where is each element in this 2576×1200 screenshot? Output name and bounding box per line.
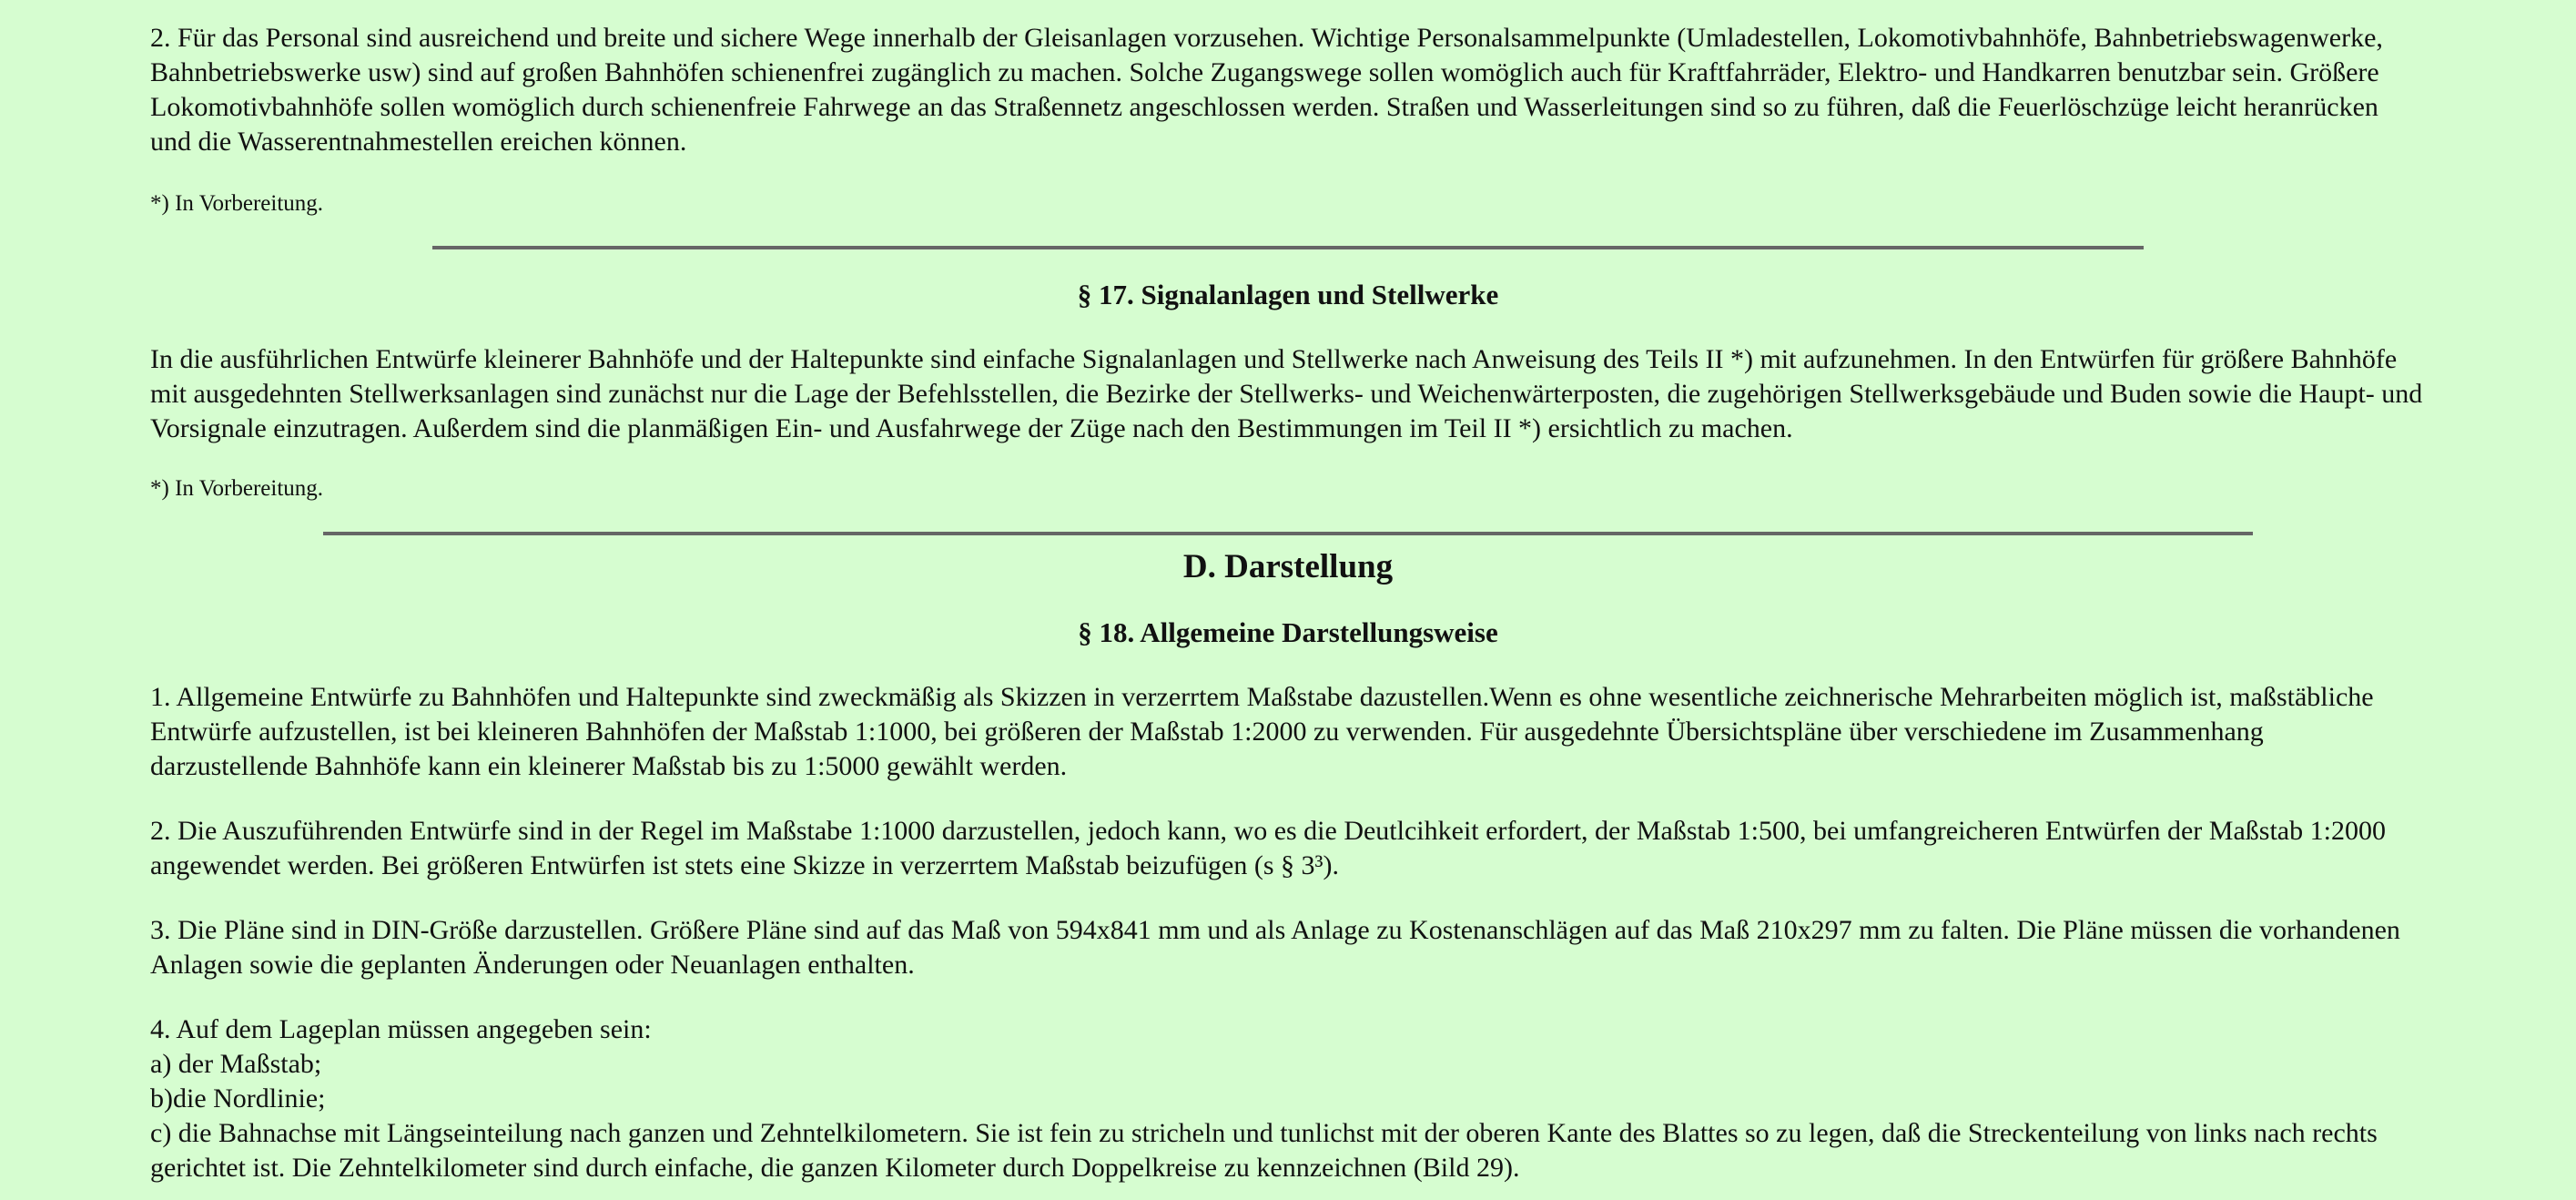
footnote-section-17: *) In Vorbereitung.	[150, 476, 324, 501]
list-item-c: c) die Bahnachse mit Längseinteilung nach ganzen und Zehntelkilometern. Sie ist fein zu stricheln und tunlichst mit der oberen Kante des Blattes so zu legen, daß die Streckenteilung von links nach rechts gerichtet ist. Die Zehntelkilometer sind durch einfache, die ganzen Kilometer durch Doppelkreise zu kennzeichnen (Bild 29).	[150, 1118, 2378, 1183]
section-17-paragraph: In die ausführlichen Entwürfe kleinerer Bahnhöfe und der Haltepunkte sind einfache Signalanlagen und Stellwerke nach Anweisung des Teils II *) mit aufzunehmen. In den Entwürfen für größere Bahnhöfe mit ausgedehnten Stellwerksanlagen sind zunächst nur die Lage der Befehlsstellen, die Bezirke der Stellwerks- und Weichenwärterposten, die zugehörigen Stellwerksgebäude und Buden sowie die Haupt- und Vorsignale einzutragen. Außerdem sind die planmäßigen Ein- und Ausfahrwege der Züge nach den Bestimmungen im Teil II *) ersichtlich zu machen.	[150, 344, 2423, 443]
section-18-paragraph-4	[150, 1012, 2426, 1185]
section-17-heading: § 17. Signalanlagen und Stellwerke	[1077, 279, 1499, 310]
section-18-paragraph-3: 3. Die Pläne sind in DIN-Größe darzustellen. Größere Pläne sind auf das Maß von 594x841 mm und als Anlage zu Kostenanschlägen auf das Maß 210x297 mm zu falten. Die Pläne müssen die vorhandenen Anlagen sowie die geplanten Änderungen oder Neuanlagen enthalten.	[150, 915, 2400, 980]
part-d-heading: D. Darstellung	[1182, 548, 1394, 585]
section-16-paragraph-2: 2. Für das Personal sind ausreichend und breite und sichere Wege innerhalb der Gleisanlagen vorzusehen. Wichtige Personalsammelpunkte (Umladestellen, Lokomotivbahnhöfe, Bahnbetriebswagenwerke, Bahnbetriebswerke usw) sind auf großen Bahnhöfen schienenfrei zugänglich zu machen. Solche Zugangswege sollen womöglich auch für Kraftfahrräder, Elektro- und Handkarren benutzbar sein. Größere Lokomotivbahnhöfe sollen womöglich durch schienenfreie Fahrwege an das Straßennetz angeschlossen werden. Straßen und Wasserleitungen sind so zu führen, daß die Feuerlöschzüge leicht heranrücken und die Wasserentnahmestellen ereichen können.	[150, 23, 2383, 157]
footnote-section-16: *) In Vorbereitung.	[150, 191, 324, 216]
section-18-heading: § 18. Allgemeine Darstellungsweise	[1078, 616, 1498, 648]
list-item-b: b)die Nordlinie;	[150, 1083, 326, 1114]
section-18-paragraph-1: 1. Allgemeine Entwürfe zu Bahnhöfen und Haltepunkte sind zweckmäßig als Skizzen in verzerrtem Maßstabe dazustellen.Wenn es ohne wesentliche zeichnerische Mehrarbeiten möglich ist, maßstäbliche Entwürfe aufzustellen, ist bei kleineren Bahnhöfen der Maßstab 1:1000, bei größeren der Maßstab 1:2000 zu verwenden. Für ausgedehnte Übersichtspläne über verschiedene im Zusammenhang darzustellende Bahnhöfe kann ein kleinerer Maßstab bis zu 1:5000 gewählt werden.	[150, 682, 2374, 781]
horizontal-rule	[432, 246, 2144, 249]
horizontal-rule	[323, 532, 2253, 535]
list-item-a: a) der Maßstab;	[150, 1049, 322, 1079]
section-18-paragraph-2: 2. Die Auszuführenden Entwürfe sind in der Regel im Maßstabe 1:1000 darzustellen, jedoch kann, wo es die Deutlcihkeit erfordert, der Maßstab 1:500, bei umfangreicheren Entwürfen der Maßstab 1:2000 angewendet werden. Bei größeren Entwürfen ist stets eine Skizze in verzerrtem Maßstab beizufügen (s § 3³).	[150, 816, 2386, 880]
paragraph-4-intro: 4. Auf dem Lageplan müssen angegeben sein:	[150, 1014, 652, 1044]
